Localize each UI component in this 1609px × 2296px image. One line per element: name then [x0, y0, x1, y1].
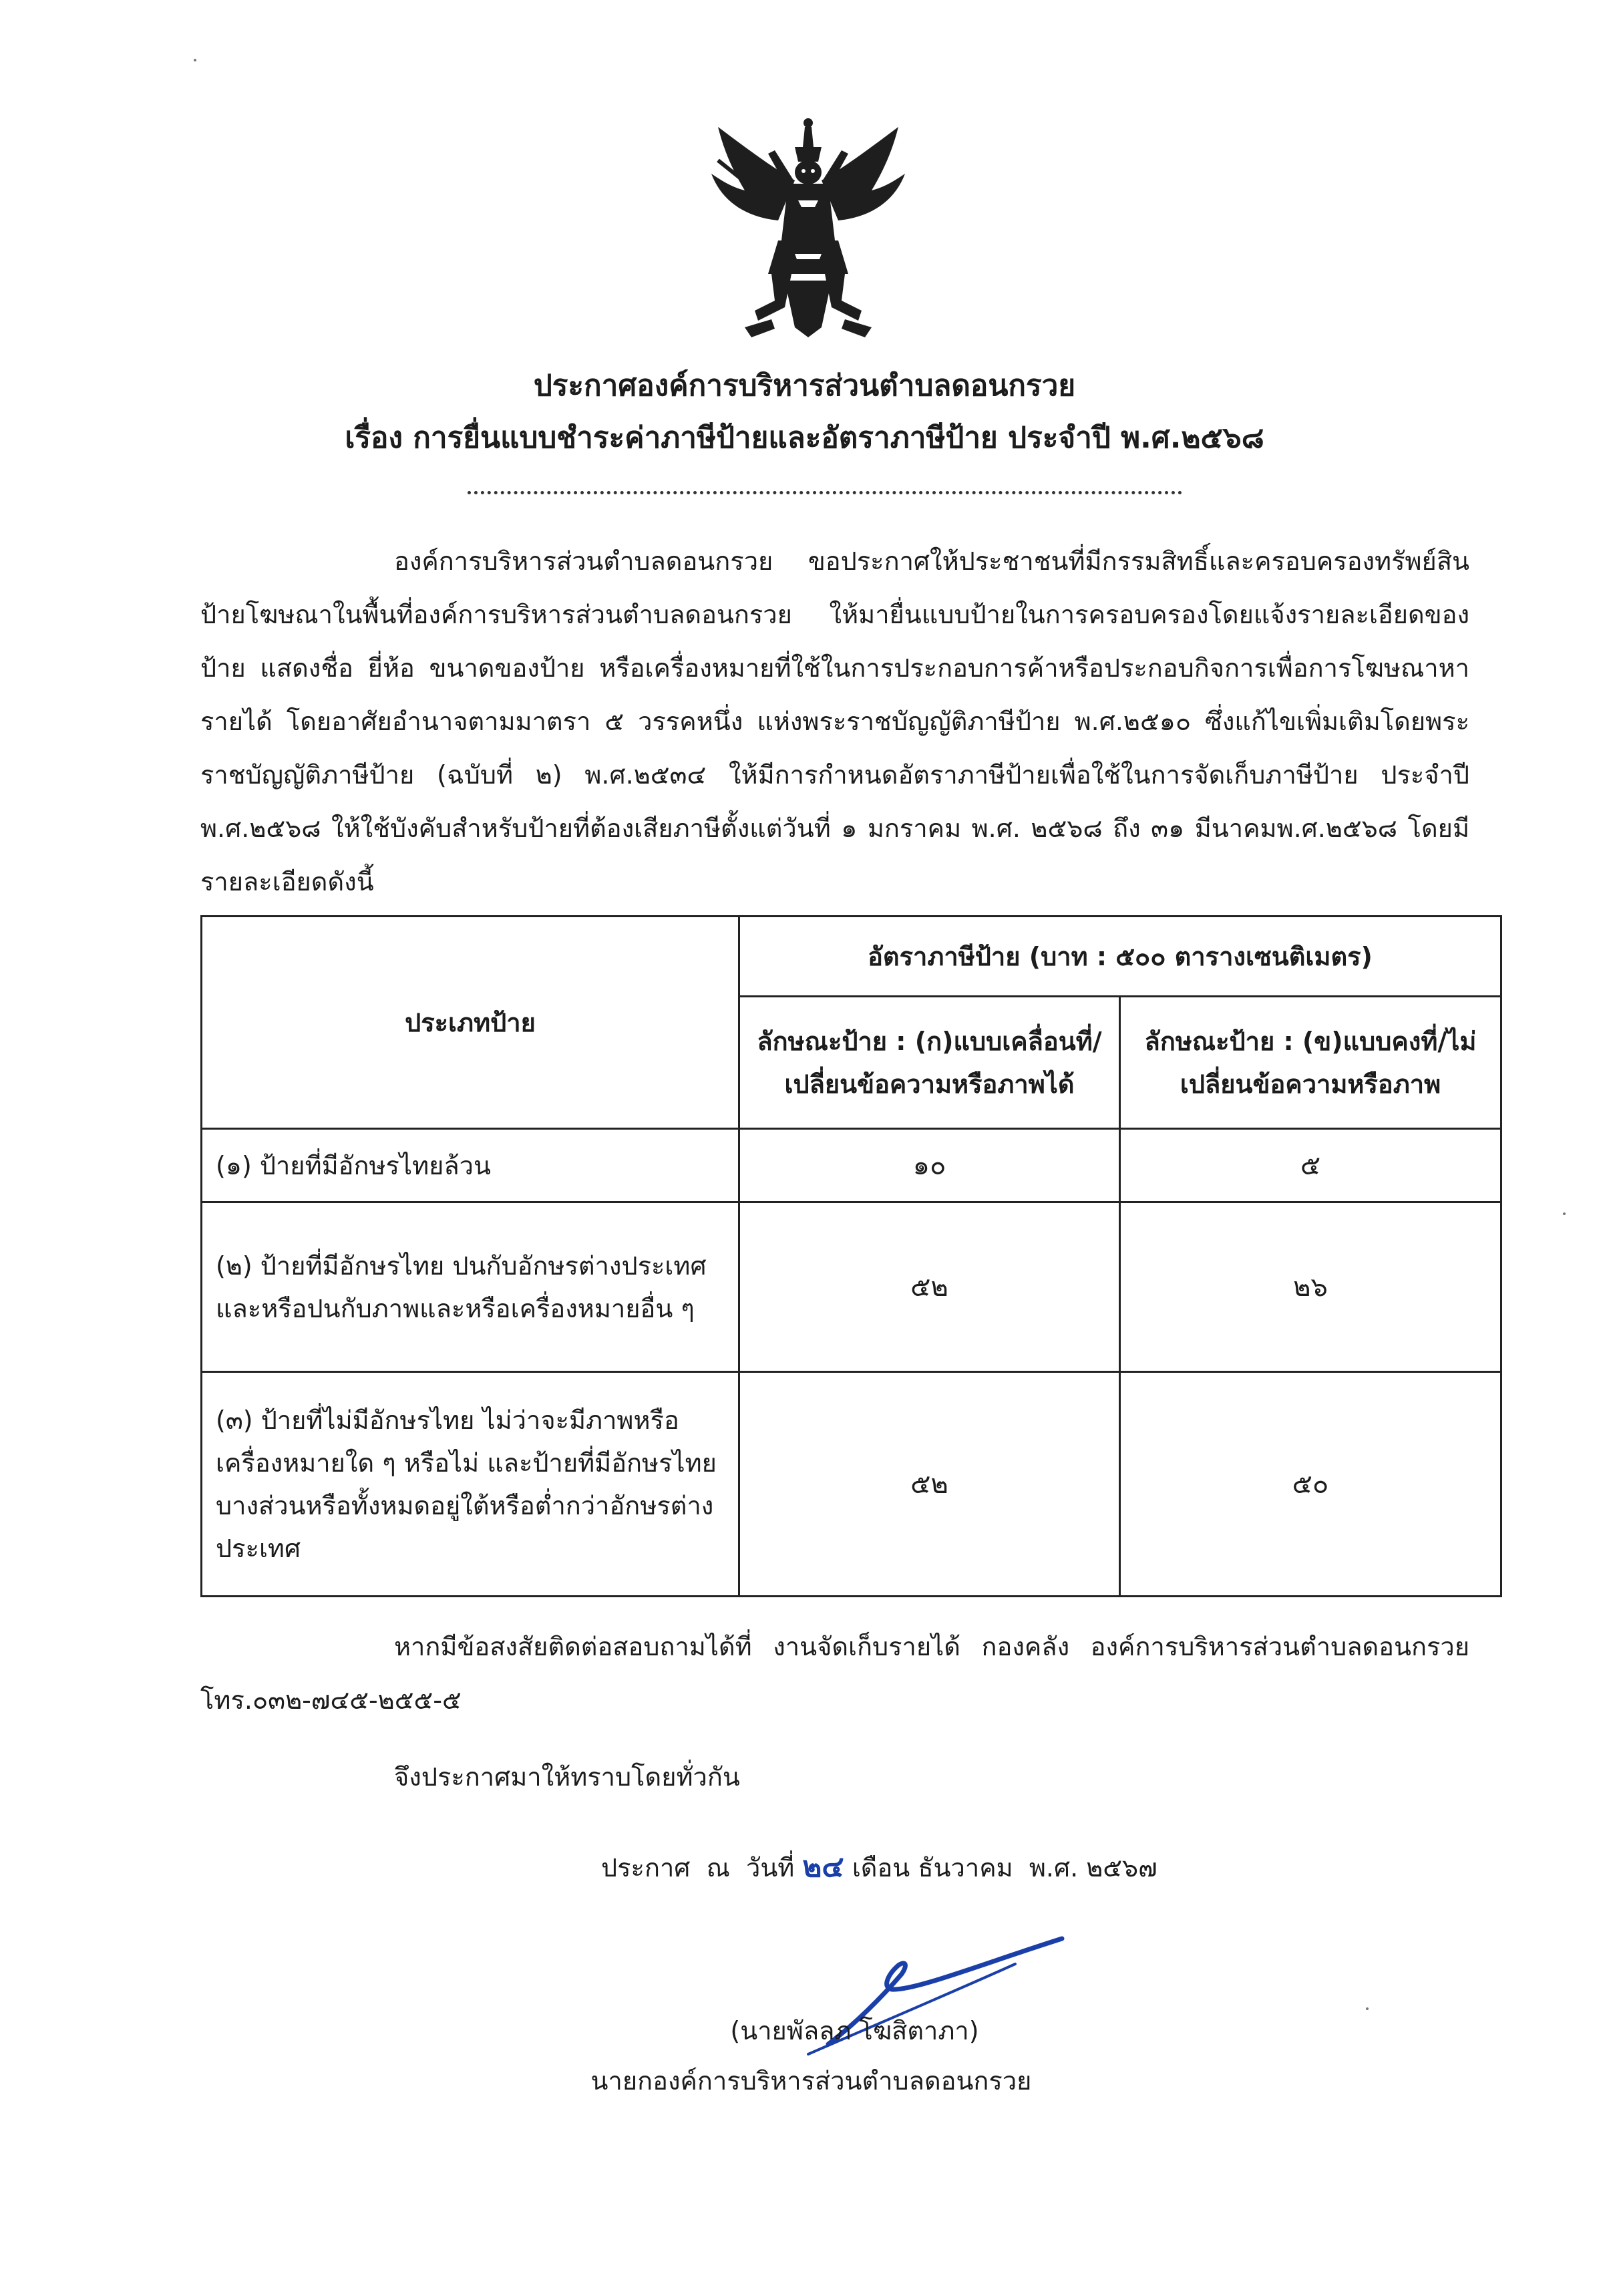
- announcement-date: [601, 1840, 1157, 1895]
- contact-text: หากมีข้อสงสัยติดต่อสอบถามได้ที่ งานจัดเก็บรายได้ กองคลัง องค์การบริหารส่วนตำบลดอนกรวย โทร.๐๓๒-๗๔๕-๒๕๕-๕: [200, 1632, 1469, 1715]
- row-sign-type: (๓) ป้ายที่ไม่มีอักษรไทย ไม่ว่าจะมีภาพหรือเครื่องหมายใด ๆ หรือไม่ และป้ายที่มีอักษรไทยบางส่วนหรือทั้งหมดอยู่ใต้หรือต่ำกว่าอักษรต่างประเทศ: [202, 1372, 739, 1597]
- row-rate-a: ๕๒: [739, 1372, 1120, 1597]
- sign-tax-rate-table: [200, 915, 1502, 1597]
- contact-paragraph: [200, 1620, 1469, 1727]
- garuda-emblem-icon: [705, 107, 912, 347]
- table-row: [202, 1129, 1501, 1202]
- date-prefix: ประกาศ ณ วันที่: [601, 1853, 803, 1882]
- table-row: [202, 1372, 1501, 1597]
- row-rate-a: ๕๒: [739, 1202, 1120, 1372]
- announcement-subject: เรื่อง การยื่นแบบชำระค่าภาษีป้ายและอัตราภาษีป้าย ประจำปี พ.ศ.๒๕๖๘: [345, 421, 1264, 455]
- intro-paragraph: [200, 534, 1469, 909]
- dotted-divider: [468, 491, 1182, 494]
- date-day-handwritten: ๒๔: [802, 1850, 844, 1884]
- table-row: [202, 1202, 1501, 1372]
- date-suffix: เดือน ธันวาคม พ.ศ. ๒๕๖๗: [844, 1853, 1157, 1882]
- scan-speck: [1366, 2007, 1369, 2010]
- signer-name: (นายพัลลภ โฆสิตาภา): [730, 2016, 979, 2045]
- row-sign-type: (๑) ป้ายที่มีอักษรไทยล้วน: [202, 1129, 739, 1202]
- scan-speck: [194, 59, 196, 61]
- signer-position: นายกองค์การบริหารส่วนตำบลดอนกรวย: [590, 2066, 1032, 2096]
- row-rate-b: ๕: [1120, 1129, 1501, 1202]
- row-rate-b: ๕๐: [1120, 1372, 1501, 1597]
- row-sign-type: (๒) ป้ายที่มีอักษรไทย ปนกับอักษรต่างประเทศและหรือปนกับภาพและหรือเครื่องหมายอื่น ๆ: [202, 1202, 739, 1372]
- header-tax-rate: อัตราภาษีป้าย (บาท : ๕๐๐ ตารางเซนติเมตร): [739, 917, 1501, 997]
- closing-statement: จึงประกาศมาให้ทราบโดยทั่วกัน: [394, 1762, 740, 1792]
- header-column-a: ลักษณะป้าย : (ก)แบบเคลื่อนที่/เปลี่ยนข้อความหรือภาพได้: [739, 997, 1120, 1129]
- row-rate-b: ๒๖: [1120, 1202, 1501, 1372]
- table-header-row: [202, 917, 1501, 997]
- scan-speck: [1563, 1212, 1566, 1215]
- header-column-b: ลักษณะป้าย : (ข)แบบคงที่/ไม่เปลี่ยนข้อความหรือภาพ: [1120, 997, 1501, 1129]
- announcement-title: ประกาศองค์การบริหารส่วนตำบลดอนกรวย: [533, 369, 1076, 403]
- intro-text: องค์การบริหารส่วนตำบลดอนกรวย ขอประกาศให้ประชาชนที่มีกรรมสิทธิ์และครอบครองทรัพย์สินป้ายโฆษณาในพื้นที่องค์การบริหารส่วนตำบลดอนกรวย ให้มายื่นแบบป้ายในการครอบครองโดยแจ้งรายละเอียดของป้าย แสดงชื่อ ยี่ห้อ ขนาดของป้าย หรือเครื่องหมายที่ใช้ในการประกอบการค้าหรือประกอบกิจการเพื่อการโฆษณาหารายได้ โดยอาศัยอำนาจตามมาตรา ๕ วรรคหนึ่ง แห่งพระราชบัญญัติภาษีป้าย พ.ศ.๒๕๑๐ ซึ่งแก้ไขเพิ่มเติมโดยพระราชบัญญัติภาษีป้าย (ฉบับที่ ๒) พ.ศ.๒๕๓๔ ให้มีการกำหนดอัตราภาษีป้ายเพื่อใช้ในการจัดเก็บภาษีป้าย ประจำปี พ.ศ.๒๕๖๘ ให้ใช้บังคับสำหรับป้ายที่ต้องเสียภาษีตั้งแต่วันที่ ๑ มกราคม พ.ศ. ๒๕๖๘ ถึง ๓๑ มีนาคมพ.ศ.๒๕๖๘ โดยมีรายละเอียดดังนี้: [200, 546, 1469, 896]
- row-rate-a: ๑๐: [739, 1129, 1120, 1202]
- header-sign-type: ประเภทป้าย: [202, 917, 739, 1129]
